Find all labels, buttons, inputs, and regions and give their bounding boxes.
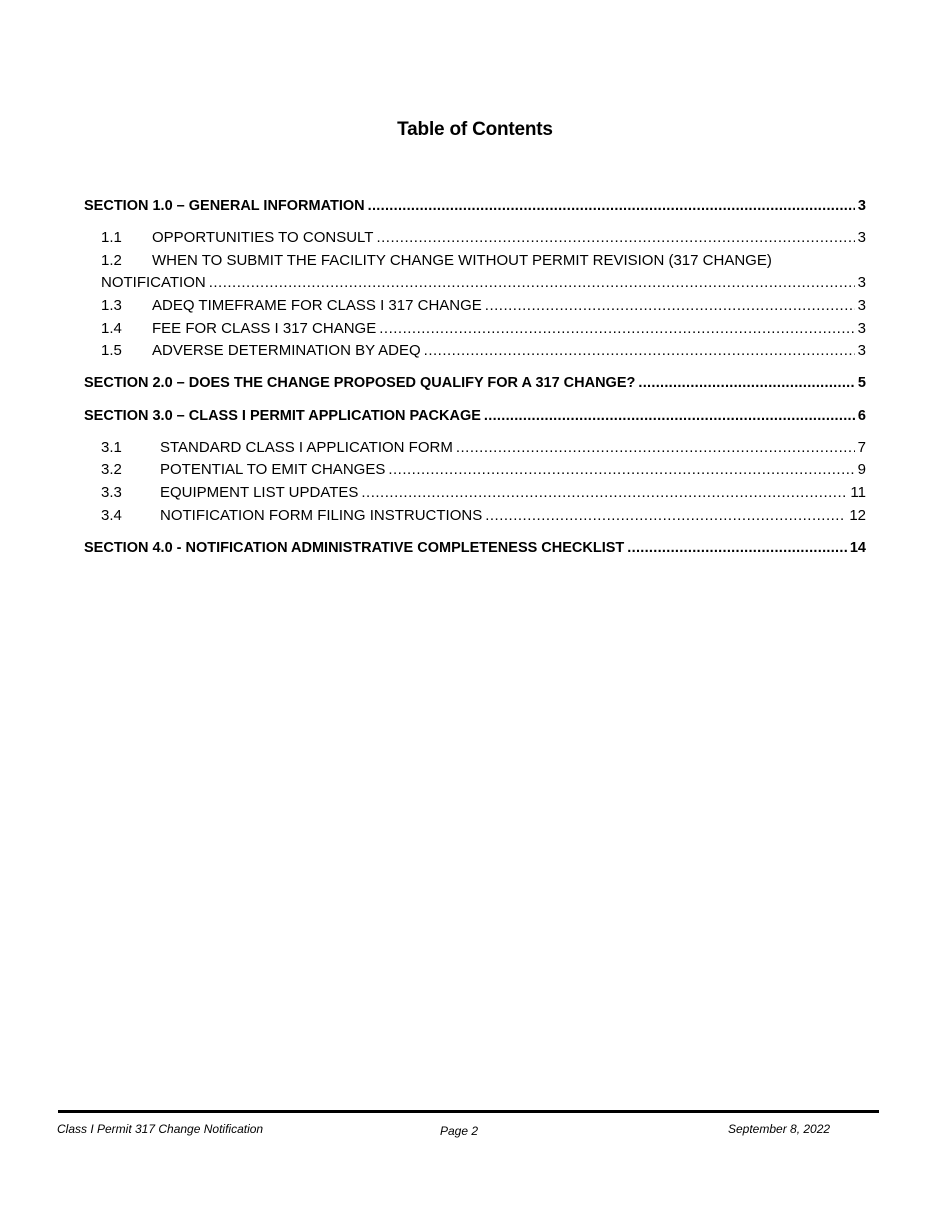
dot-leader <box>388 460 854 480</box>
toc-item-3-3[interactable] <box>101 483 866 503</box>
dot-leader <box>376 228 854 248</box>
toc-item-3-2[interactable] <box>101 460 866 480</box>
toc-page-number: 12 <box>849 507 866 524</box>
toc-page-number: 3 <box>857 229 866 246</box>
dot-leader <box>424 341 855 361</box>
toc-item-3-4[interactable] <box>101 506 866 526</box>
toc-item-number: 1.5 <box>101 342 122 359</box>
toc-section-3[interactable] <box>84 406 866 426</box>
toc-item-label: ADEQ TIMEFRAME FOR CLASS I 317 CHANGE <box>152 297 482 314</box>
toc-item-number: 3.3 <box>101 484 122 501</box>
toc-page-number: 7 <box>857 439 866 456</box>
toc-section-2[interactable] <box>84 373 866 393</box>
toc-section-4[interactable] <box>84 538 866 558</box>
dot-leader <box>627 538 847 558</box>
toc-page-number: 9 <box>857 461 866 478</box>
toc-item-label: FEE FOR CLASS I 317 CHANGE <box>152 320 377 337</box>
toc-section-label: SECTION 1.0 – GENERAL INFORMATION <box>84 198 365 214</box>
toc-item-label: EQUIPMENT LIST UPDATES <box>160 484 359 501</box>
toc-item-1-2[interactable] <box>101 251 866 271</box>
toc-item-label: STANDARD CLASS I APPLICATION FORM <box>160 439 453 456</box>
toc-page-number: 3 <box>857 297 866 314</box>
toc-page-number: 6 <box>857 408 866 424</box>
toc-item-number: 1.2 <box>101 252 122 269</box>
dot-leader <box>379 319 854 339</box>
toc-section-1[interactable] <box>84 196 866 216</box>
toc-page-number: 3 <box>857 274 866 291</box>
toc-item-number: 1.1 <box>101 229 122 246</box>
toc-item-label: NOTIFICATION FORM FILING INSTRUCTIONS <box>160 507 483 524</box>
toc-section-label: SECTION 2.0 – DOES THE CHANGE PROPOSED QUALIFY FOR A 317 CHANGE? <box>84 375 636 391</box>
footer-page-number: Page 2 <box>440 1124 479 1138</box>
toc-item-3-1[interactable] <box>101 438 866 458</box>
dot-leader <box>485 296 855 316</box>
toc-item-label-continued: NOTIFICATION <box>101 274 206 291</box>
toc-item-1-2-continued[interactable] <box>101 273 866 293</box>
toc-page-number: 3 <box>857 320 866 337</box>
dot-leader <box>484 406 855 426</box>
footer-date: September 8, 2022 <box>728 1122 831 1136</box>
toc-item-1-4[interactable] <box>101 319 866 339</box>
toc-page-number: 5 <box>857 375 866 391</box>
toc-item-number: 1.4 <box>101 320 122 337</box>
toc-item-label: ADVERSE DETERMINATION BY ADEQ <box>152 342 421 359</box>
dot-leader <box>456 438 855 458</box>
toc-page-number: 14 <box>849 540 866 556</box>
toc-item-number: 3.1 <box>101 439 122 456</box>
footer-divider <box>58 1110 879 1113</box>
page-title: Table of Contents <box>397 119 553 140</box>
dot-leader <box>638 373 855 393</box>
toc-section-label: SECTION 4.0 - NOTIFICATION ADMINISTRATIVE COMPLETENESS CHECKLIST <box>84 540 625 556</box>
toc-page-number: 3 <box>857 342 866 359</box>
toc-item-1-1[interactable] <box>101 228 866 248</box>
dot-leader <box>361 483 847 503</box>
toc-item-label: WHEN TO SUBMIT THE FACILITY CHANGE WITHOUT PERMIT REVISION (317 CHANGE) <box>152 252 772 269</box>
toc-section-label: SECTION 3.0 – CLASS I PERMIT APPLICATION PACKAGE <box>84 408 481 424</box>
toc-page-number: 11 <box>850 484 866 501</box>
toc-item-1-5[interactable] <box>101 341 866 361</box>
dot-leader <box>209 273 855 293</box>
dot-leader <box>368 196 855 216</box>
toc-item-number: 1.3 <box>101 297 122 314</box>
toc-item-1-3[interactable] <box>101 296 866 316</box>
toc-item-label: POTENTIAL TO EMIT CHANGES <box>160 461 386 478</box>
toc-item-label: OPPORTUNITIES TO CONSULT <box>152 229 374 246</box>
toc-item-number: 3.2 <box>101 461 122 478</box>
dot-leader <box>485 506 846 526</box>
toc-item-number: 3.4 <box>101 507 122 524</box>
footer-document-title: Class I Permit 317 Change Notification <box>57 1122 264 1136</box>
toc-page-number: 3 <box>857 198 866 214</box>
